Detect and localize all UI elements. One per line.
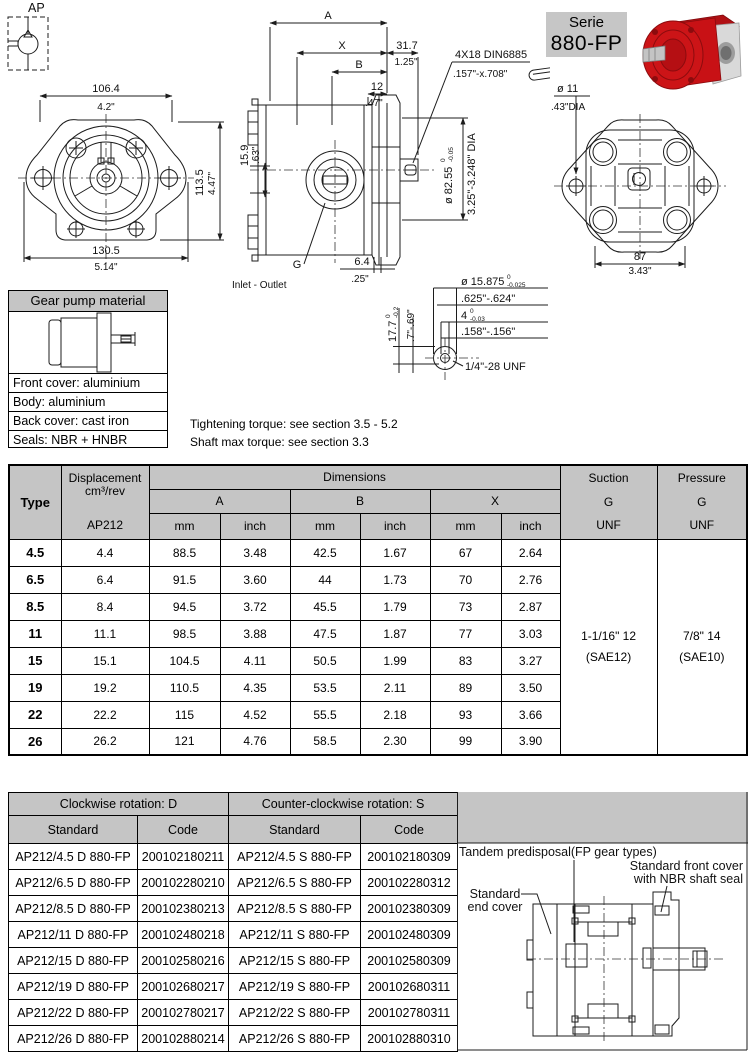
cell-x-inch: 3.27 xyxy=(501,647,560,674)
front-dim-right-mm: 113.5 xyxy=(194,169,206,196)
col-header-x: X xyxy=(430,489,560,513)
cell-ccw-code: 200102380309 xyxy=(361,896,458,922)
cell-type: 11 xyxy=(9,620,61,647)
cell-a-inch: 4.11 xyxy=(220,647,290,674)
col-header-b: B xyxy=(290,489,430,513)
cell-a-mm: 94.5 xyxy=(149,593,220,620)
code-row xyxy=(9,1026,458,1052)
side-key-label-in: .157"-x.708" xyxy=(453,69,508,80)
cell-type: 4.5 xyxy=(9,539,61,566)
shaft-torque-note: Shaft max torque: see section 3.3 xyxy=(190,435,369,449)
col-header-counterclockwise: Counter-clockwise rotation: S xyxy=(229,793,458,816)
cell-b-mm: 58.5 xyxy=(290,728,360,755)
cell-ccw-code: 200102680311 xyxy=(361,974,458,1000)
cell-x-mm: 70 xyxy=(430,566,501,593)
pressure-value: 7/8" 14 (SAE10) xyxy=(657,539,747,755)
side-inlet-outlet-label: Inlet - Outlet xyxy=(232,280,287,291)
cell-x-mm: 93 xyxy=(430,701,501,728)
cell-ccw-standard: AP212/8.5 S 880-FP xyxy=(229,896,361,922)
series-badge xyxy=(546,12,627,57)
back-view-outline xyxy=(554,114,726,260)
cell-a-mm: 121 xyxy=(149,728,220,755)
cell-a-inch: 4.76 xyxy=(220,728,290,755)
cell-cw-code: 200102380213 xyxy=(138,896,229,922)
col-header-code-ccw: Code xyxy=(361,816,458,844)
cell-a-inch: 3.60 xyxy=(220,566,290,593)
cell-a-inch: 3.72 xyxy=(220,593,290,620)
cell-a-inch: 3.88 xyxy=(220,620,290,647)
side-key-label-mm: 4X18 DIN6885 xyxy=(455,49,528,61)
cell-a-mm: 98.5 xyxy=(149,620,220,647)
cell-displacement: 6.4 xyxy=(61,566,149,593)
side-view-body xyxy=(248,95,435,265)
cell-type: 15 xyxy=(9,647,61,674)
cell-x-mm: 73 xyxy=(430,593,501,620)
cell-x-inch: 2.64 xyxy=(501,539,560,566)
shaft-dim-625: .625"-.624" xyxy=(461,293,516,305)
series-label: Serie xyxy=(568,14,605,31)
front-dim-bottom-in: 5.14" xyxy=(94,262,118,273)
col-header-b-mm: mm xyxy=(290,513,360,539)
cell-b-inch: 1.79 xyxy=(360,593,430,620)
side-dim-a: A xyxy=(324,10,332,22)
col-header-standard-cw: Standard xyxy=(9,816,138,844)
side-dia-mm: ø 82.55 xyxy=(443,166,455,204)
side-dia-in: 3.25"-3.248" DIA xyxy=(466,133,478,215)
col-header-a-mm: mm xyxy=(149,513,220,539)
col-header-x-mm: mm xyxy=(430,513,501,539)
shaft-detail-drawing xyxy=(383,258,623,388)
dimensions-table xyxy=(8,464,748,756)
cell-x-mm: 77 xyxy=(430,620,501,647)
back-dim-343: 3.43" xyxy=(628,266,652,274)
cell-type: 19 xyxy=(9,674,61,701)
col-header-standard-ccw: Standard xyxy=(229,816,361,844)
series-number: 880-FP xyxy=(550,31,623,55)
suction-g-label: G xyxy=(603,494,614,509)
cell-b-inch: 2.11 xyxy=(360,674,430,701)
side-dim-25: .25" xyxy=(351,274,369,285)
side-dim-64: 6.4 xyxy=(354,256,370,268)
cell-x-inch: 2.76 xyxy=(501,566,560,593)
pressure-label: Pressure xyxy=(677,471,726,486)
suction-value: 1-1/16" 12 (SAE12) xyxy=(560,539,657,755)
col-header-displacement xyxy=(61,465,149,539)
rotation-codes-table xyxy=(8,792,458,1052)
shaft-dim-177: 17.7 xyxy=(387,320,399,342)
code-row xyxy=(9,844,458,870)
cell-a-inch: 4.35 xyxy=(220,674,290,701)
cell-cw-standard: AP212/26 D 880-FP xyxy=(9,1026,138,1052)
displacement-unit: cm³/rev xyxy=(85,484,125,499)
side-dim-125: 1.25" xyxy=(394,57,418,68)
back-dim-87: 87 xyxy=(633,251,647,263)
cell-a-mm: 91.5 xyxy=(149,566,220,593)
back-view-drawing xyxy=(550,78,750,274)
code-row xyxy=(9,896,458,922)
cell-a-inch: 4.52 xyxy=(220,701,290,728)
shaft-dim-d15875: ø 15.875 xyxy=(461,276,505,288)
code-row xyxy=(9,974,458,1000)
ap-label: AP xyxy=(28,1,45,15)
cell-cw-standard: AP212/22 D 880-FP xyxy=(9,1000,138,1026)
cell-displacement: 19.2 xyxy=(61,674,149,701)
col-header-pressure xyxy=(657,465,747,539)
tandem-title: Tandem predisposal(FP gear types) xyxy=(459,845,657,859)
cell-b-mm: 55.5 xyxy=(290,701,360,728)
front-dim-bottom-mm: 130.5 xyxy=(92,245,120,257)
shaft-dim-4: 4 xyxy=(461,310,468,322)
cell-ccw-code: 200102480309 xyxy=(361,922,458,948)
tandem-end-cover-label-1: Standard xyxy=(469,887,521,901)
cell-type: 22 xyxy=(9,701,61,728)
cell-ccw-code: 200102780311 xyxy=(361,1000,458,1026)
side-dia-tol-lo: -0.05 xyxy=(448,147,455,162)
cell-ccw-standard: AP212/15 S 880-FP xyxy=(229,948,361,974)
cell-ccw-code: 200102180309 xyxy=(361,844,458,870)
col-header-a-inch: inch xyxy=(220,513,290,539)
pressure-g-label: G xyxy=(697,494,707,509)
cell-b-mm: 44 xyxy=(290,566,360,593)
front-dim-top-in: 4.2" xyxy=(97,102,115,113)
shaft-dim-d15875-hi: 0 xyxy=(507,274,511,281)
shaft-dim-7-69: .7"-.69" xyxy=(406,309,417,342)
shaft-dim-158: .158"-.156" xyxy=(461,326,516,338)
cell-displacement: 15.1 xyxy=(61,647,149,674)
cell-cw-code: 200102180211 xyxy=(138,844,229,870)
cell-b-mm: 42.5 xyxy=(290,539,360,566)
cell-b-inch: 1.73 xyxy=(360,566,430,593)
cell-a-mm: 110.5 xyxy=(149,674,220,701)
cell-ccw-code: 200102580309 xyxy=(361,948,458,974)
cell-displacement: 11.1 xyxy=(61,620,149,647)
tandem-panel xyxy=(457,792,748,1051)
dims-row xyxy=(9,539,747,566)
material-seals: Seals: NBR + HNBR xyxy=(13,433,128,447)
cell-x-inch: 3.03 xyxy=(501,620,560,647)
cell-b-inch: 2.30 xyxy=(360,728,430,755)
cell-cw-code: 200102780217 xyxy=(138,1000,229,1026)
code-row xyxy=(9,948,458,974)
side-dim-63: .63" xyxy=(251,146,262,164)
tandem-front-cover-label-2: with NBR shaft seal xyxy=(633,872,743,886)
ap-symbol xyxy=(8,17,48,70)
side-dim-12: 12 xyxy=(370,81,384,93)
shaft-dim-177-hi: 0 xyxy=(385,314,392,318)
side-dia-tol-hi: 0 xyxy=(440,158,447,162)
cell-cw-standard: AP212/15 D 880-FP xyxy=(9,948,138,974)
shaft-thread-label: 1/4"-28 UNF xyxy=(465,361,526,373)
suction-label: Suction xyxy=(588,471,629,486)
cell-b-mm: 47.5 xyxy=(290,620,360,647)
tandem-cross-section xyxy=(527,892,725,1044)
material-box xyxy=(8,290,168,448)
cell-b-mm: 45.5 xyxy=(290,593,360,620)
cell-cw-standard: AP212/11 D 880-FP xyxy=(9,922,138,948)
cell-a-mm: 115 xyxy=(149,701,220,728)
front-dim-right-in: 4.47" xyxy=(207,171,218,195)
cell-b-inch: 2.18 xyxy=(360,701,430,728)
cell-displacement: 8.4 xyxy=(61,593,149,620)
cell-cw-code: 200102680217 xyxy=(138,974,229,1000)
cell-ccw-standard: AP212/22 S 880-FP xyxy=(229,1000,361,1026)
cell-type: 26 xyxy=(9,728,61,755)
side-view-drawing xyxy=(230,5,550,295)
material-body: Body: aluminium xyxy=(9,393,167,412)
cell-b-inch: 1.99 xyxy=(360,647,430,674)
displacement-model: AP212 xyxy=(86,518,124,533)
cell-ccw-standard: AP212/11 S 880-FP xyxy=(229,922,361,948)
cell-cw-code: 200102580216 xyxy=(138,948,229,974)
tandem-end-cover-label-2: end cover xyxy=(467,900,523,914)
cell-ccw-code: 200102280312 xyxy=(361,870,458,896)
cell-cw-code: 200102880214 xyxy=(138,1026,229,1052)
cell-x-mm: 99 xyxy=(430,728,501,755)
pump-side-icon xyxy=(9,312,167,373)
col-header-suction xyxy=(560,465,657,539)
side-dim-x: X xyxy=(338,40,346,52)
cell-b-inch: 1.67 xyxy=(360,539,430,566)
cell-x-inch: 2.87 xyxy=(501,593,560,620)
shaft-dim-4-hi: 0 xyxy=(470,308,474,315)
cell-b-mm: 53.5 xyxy=(290,674,360,701)
cell-displacement: 22.2 xyxy=(61,701,149,728)
ap-symbol-drawing xyxy=(4,0,74,78)
cell-x-inch: 3.50 xyxy=(501,674,560,701)
col-header-a: A xyxy=(149,489,290,513)
shaft-dim-d15875-lo: -0.025 xyxy=(507,282,526,289)
tandem-front-cover-label-1: Standard front cover xyxy=(629,859,743,873)
cell-x-mm: 67 xyxy=(430,539,501,566)
cell-x-inch: 3.90 xyxy=(501,728,560,755)
cell-b-inch: 1.87 xyxy=(360,620,430,647)
shaft-dim-4-lo: -0.03 xyxy=(470,316,485,323)
code-row xyxy=(9,1000,458,1026)
cell-ccw-code: 200102880310 xyxy=(361,1026,458,1052)
front-dim-top-mm: 106.4 xyxy=(92,83,120,95)
cell-type: 8.5 xyxy=(9,593,61,620)
side-g-label: G xyxy=(292,259,302,271)
col-header-b-inch: inch xyxy=(360,513,430,539)
cell-displacement: 26.2 xyxy=(61,728,149,755)
cell-cw-standard: AP212/8.5 D 880-FP xyxy=(9,896,138,922)
code-row xyxy=(9,922,458,948)
back-dim-d11: ø 11 xyxy=(557,83,579,95)
cell-x-mm: 89 xyxy=(430,674,501,701)
suction-unf-label: UNF xyxy=(596,518,621,533)
cell-a-mm: 88.5 xyxy=(149,539,220,566)
cell-cw-standard: AP212/6.5 D 880-FP xyxy=(9,870,138,896)
side-dim-317: 31.7 xyxy=(396,40,418,52)
shaft-dim-177-lo: -0.2 xyxy=(393,306,400,318)
displacement-label: Displacement xyxy=(68,471,142,486)
col-header-code-cw: Code xyxy=(138,816,229,844)
cell-a-inch: 3.48 xyxy=(220,539,290,566)
cell-cw-standard: AP212/4.5 D 880-FP xyxy=(9,844,138,870)
side-dim-159: 15.9 xyxy=(239,144,251,166)
cell-x-inch: 3.66 xyxy=(501,701,560,728)
cell-ccw-standard: AP212/4.5 S 880-FP xyxy=(229,844,361,870)
cell-type: 6.5 xyxy=(9,566,61,593)
cell-displacement: 4.4 xyxy=(61,539,149,566)
cell-x-mm: 83 xyxy=(430,647,501,674)
cell-b-mm: 50.5 xyxy=(290,647,360,674)
cell-a-mm: 104.5 xyxy=(149,647,220,674)
back-dim-d11-in: .43"DIA xyxy=(551,102,586,113)
cell-cw-code: 200102480218 xyxy=(138,922,229,948)
code-row xyxy=(9,870,458,896)
tandem-header-band xyxy=(457,792,748,843)
front-view-outline xyxy=(18,114,194,264)
side-dim-b: B xyxy=(355,59,363,71)
cell-ccw-standard: AP212/19 S 880-FP xyxy=(229,974,361,1000)
material-back-cover: Back cover: cast iron xyxy=(9,412,167,431)
cell-ccw-standard: AP212/6.5 S 880-FP xyxy=(229,870,361,896)
material-front-cover: Front cover: aluminium xyxy=(9,374,167,393)
pressure-unf-label: UNF xyxy=(689,518,715,533)
material-box-icon xyxy=(9,312,167,374)
material-box-title: Gear pump material xyxy=(9,291,167,312)
col-header-x-inch: inch xyxy=(501,513,560,539)
side-dim-47: .47" xyxy=(365,98,383,109)
col-header-clockwise: Clockwise rotation: D xyxy=(9,793,229,816)
front-view-drawing xyxy=(10,78,235,274)
tightening-torque-note: Tightening torque: see section 3.5 - 5.2 xyxy=(190,417,398,431)
cell-ccw-standard: AP212/26 S 880-FP xyxy=(229,1026,361,1052)
cell-cw-standard: AP212/19 D 880-FP xyxy=(9,974,138,1000)
col-header-type: Type xyxy=(9,465,61,539)
cell-cw-code: 200102280210 xyxy=(138,870,229,896)
col-header-dimensions: Dimensions xyxy=(149,465,560,489)
